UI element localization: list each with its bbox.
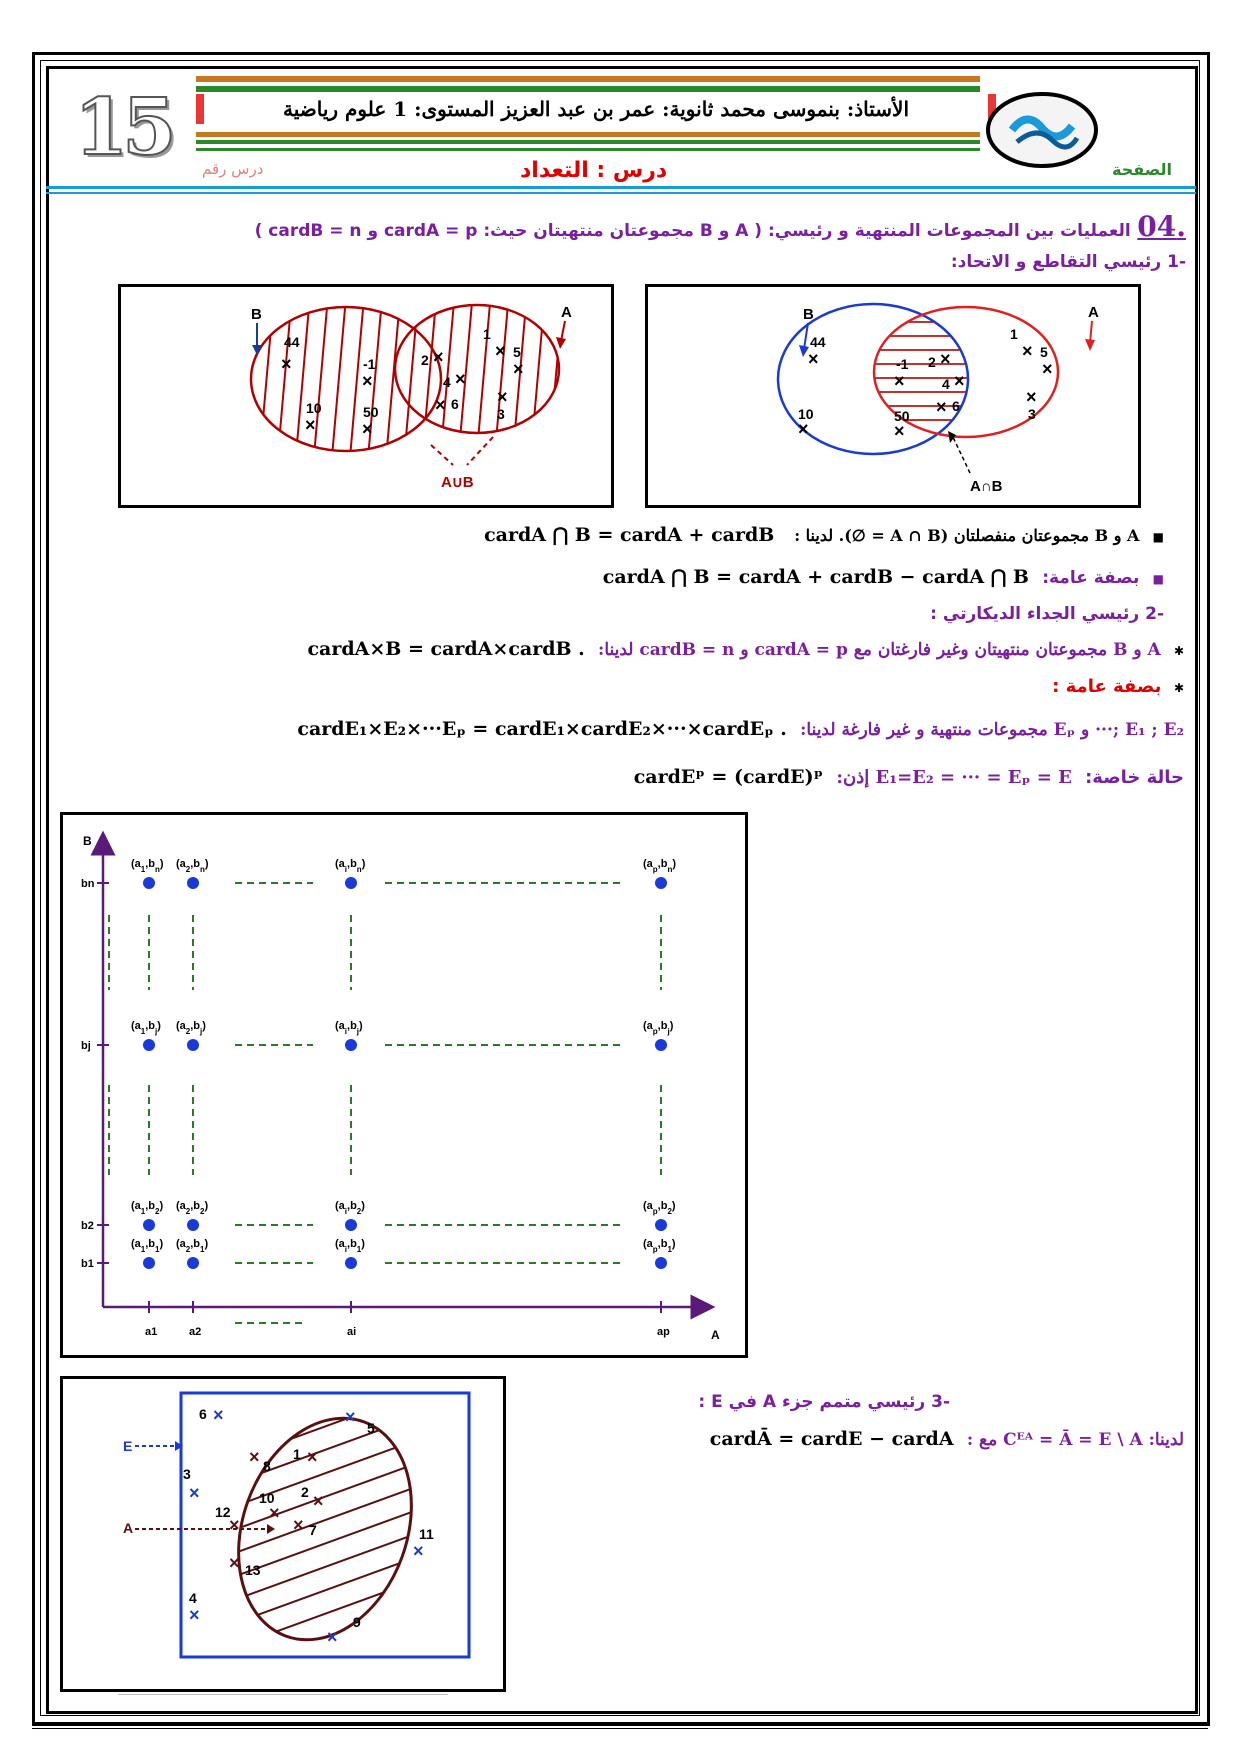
cartesian-grid-diagram: [63, 815, 745, 1355]
sub1-bullet2-formula: cardA ⋂ B = cardA + cardB − cardA ⋂ B: [602, 566, 1029, 588]
complement-box: [60, 1376, 506, 1692]
complement-in-7: 7: [309, 1522, 317, 1538]
complement-label-e: E: [123, 1438, 133, 1454]
sub3-title: -3 رئيسي متمم جزء A في E :: [698, 1392, 950, 1412]
complement-in-2: 2: [301, 1484, 309, 1500]
grid-y-tick-b2: b2: [81, 1220, 94, 1232]
svg-text:×: ×: [1042, 359, 1053, 379]
svg-text:×: ×: [513, 359, 524, 379]
sub2-general: ✱ بصفة عامة :: [1052, 676, 1184, 697]
venn-union-el-2: 2: [421, 352, 429, 368]
grid-x-tick-a1: a1: [145, 1326, 158, 1338]
sub2-line2-formula: cardE₁×E₂×···Eₚ = cardE₁×cardE₂×···×cardEₚ .: [297, 718, 787, 740]
sub3-line: [710, 1428, 1184, 1450]
complement-in-12: 12: [215, 1504, 231, 1520]
venn-int-el-6: 6: [952, 398, 960, 414]
svg-text:(ap,bj): $(a_p,b_j)$: [643, 1020, 674, 1036]
grid-y-axis-label: B: [83, 834, 92, 848]
svg-text:×: ×: [229, 1553, 240, 1573]
sub2-line1-formula: cardA×B = cardA×cardB .: [307, 638, 585, 660]
svg-text:×: ×: [305, 415, 316, 435]
grid-x-tick-ai: ai: [347, 1326, 357, 1338]
svg-text:×: ×: [313, 1491, 324, 1511]
svg-text:(ap,bn): $(a_p,b_n)$: [643, 858, 677, 874]
svg-text:×: ×: [307, 1447, 318, 1467]
complement-baseline: [118, 1694, 448, 1695]
complement-out-5: 5: [367, 1420, 375, 1436]
complement-out-4: 4: [189, 1590, 197, 1606]
sub1-bullet2: ■ بصفة عامة: cardA ⋂ B = cardA + cardB − cardA ⋂ B: [602, 566, 1164, 588]
page-label: الصفحة: [1112, 160, 1173, 179]
grid-x-axis-label: A: [711, 1328, 720, 1342]
lesson-number-label: درس رقم: [202, 160, 264, 178]
svg-text:(a2,b1): $(a_2,b_1)$: [176, 1238, 209, 1254]
svg-text:×: ×: [455, 369, 466, 389]
venn-intersection-box: [645, 284, 1141, 508]
sub1-bullet1-text: A و B مجموعتان منفصلتان (A ∩ B = ∅). لدينا :: [794, 526, 1140, 545]
svg-text:×: ×: [495, 341, 506, 361]
svg-text:(a2,bj): $(a_2,b_j)$: [176, 1020, 206, 1036]
sub3-formula: cardĀ = cardE − cardA: [709, 1428, 954, 1450]
venn-union-el-6: 6: [451, 396, 459, 412]
svg-text:×: ×: [433, 347, 444, 367]
svg-text:×: ×: [189, 1605, 200, 1625]
venn-int-el-1: 1: [1010, 326, 1018, 342]
venn-int-el-50: 50: [894, 408, 910, 424]
svg-text:×: ×: [362, 371, 373, 391]
sub1-bullet2-label: بصفة عامة:: [1042, 568, 1140, 588]
sub2-special-label: حالة خاصة:: [1085, 767, 1184, 788]
svg-text:×: ×: [281, 354, 292, 374]
section-title-row: [255, 210, 1186, 243]
page-number: 15: [74, 82, 171, 173]
venn-int-el-4: 4: [942, 376, 950, 392]
svg-text:×: ×: [413, 1541, 424, 1561]
section-number: .04: [1137, 210, 1186, 243]
svg-text:×: ×: [345, 1407, 356, 1427]
svg-text:(ai,b2): $(a_i,b_2)$: [335, 1200, 365, 1216]
sub1-bullet1-formula: cardA ⋂ B = cardA + cardB: [484, 524, 775, 546]
sub2-special-text: E₁=E₂ = ··· = Eₚ = E إذن:: [836, 767, 1072, 788]
venn-union-el-5: 5: [513, 344, 521, 360]
svg-text:(ai,b1): $(a_i,b_1)$: [335, 1238, 365, 1254]
svg-text:(a1,b2): $(a_1,b_2)$: [131, 1200, 164, 1216]
header-bar-brown-2: [196, 132, 980, 137]
complement-label-a: A: [123, 1520, 134, 1536]
grid-y-tick-bj: bj: [81, 1040, 91, 1052]
svg-text:(ap,b2): $(a_p,b_2)$: [643, 1200, 676, 1216]
svg-text:×: ×: [936, 397, 947, 417]
complement-in-8: 8: [263, 1458, 271, 1474]
header-bar-brown: [196, 76, 980, 82]
complement-in-1: 1: [293, 1446, 301, 1462]
venn-union-el-10: 10: [306, 400, 322, 416]
svg-text:(a2,b2): $(a_2,b_2)$: [176, 1200, 209, 1216]
venn-union-el-m1: -1: [363, 356, 376, 372]
venn-int-el-3: 3: [1028, 406, 1036, 422]
grid-y-tick-bn: bn: [81, 878, 95, 890]
header-rule-blue: [46, 186, 1196, 189]
svg-text:×: ×: [229, 1515, 240, 1535]
svg-text:×: ×: [1026, 387, 1037, 407]
complement-in-13: 13: [245, 1562, 261, 1578]
complement-out-3: 3: [183, 1466, 191, 1482]
cartesian-grid-box: [60, 812, 748, 1358]
sub1-bullet1: ■ A و B مجموعتان منفصلتان (A ∩ B = ∅). لدينا : cardA ⋂ B = cardA + cardB: [484, 524, 1164, 546]
complement-diagram: [63, 1379, 503, 1689]
header-bar-green-2: [196, 140, 980, 144]
grid-x-tick-a2: a2: [189, 1326, 202, 1338]
section-title: العمليات بين المجموعات المنتهية و رئيسي: ( A و B مجموعتان منتهيتان حيث: cardA = p و cardB = n ): [254, 221, 1131, 241]
complement-in-10: 10: [259, 1490, 275, 1506]
svg-text:×: ×: [894, 421, 905, 441]
header-bar-green-3: [196, 148, 980, 151]
sub2-line2-text: E₁ ; E₂ ;··· و Eₚ مجموعات منتهية و غير فارغة لدينا:: [800, 720, 1184, 740]
sub2-special-formula: cardEᵖ = (cardE)ᵖ: [633, 766, 824, 788]
venn-union-label-b: B: [251, 306, 262, 323]
sub2-general-label: بصفة عامة :: [1052, 676, 1162, 697]
svg-text:×: ×: [293, 1515, 304, 1535]
header-bar-green: [196, 86, 980, 92]
header-title-box: [196, 94, 996, 124]
svg-text:(ai,bj): $(a_i,b_j)$: [335, 1020, 363, 1036]
bottom-rule-2: [32, 1728, 1208, 1729]
venn-int-label-b: B: [803, 306, 814, 323]
svg-text:×: ×: [1022, 341, 1033, 361]
venn-union-label-a: A: [561, 304, 572, 321]
sub2-line1-text: A و B مجموعتان منتهيتان وغير فارغتان مع cardA = p و cardB = n لدينا:: [598, 640, 1161, 660]
svg-text:×: ×: [894, 371, 905, 391]
svg-text:(ai,bn): $(a_i,b_n)$: [335, 858, 366, 874]
svg-text:(ap,b1): $(a_p,b_1)$: [643, 1238, 676, 1254]
sub2-line2: [297, 718, 1184, 740]
bottom-rule-1: [32, 1722, 1208, 1725]
page-number-box: [74, 82, 171, 174]
sub2-title: -2 رئيسي الجداء الديكارتي :: [930, 604, 1164, 624]
svg-text:(a2,bn): $(a_2,b_n)$: [176, 858, 209, 874]
sub1-title: -1 رئيسي التقاطع و الاتحاد:: [950, 252, 1186, 272]
venn-intersection-diagram: [648, 287, 1138, 505]
svg-text:×: ×: [435, 395, 446, 415]
svg-text:×: ×: [327, 1627, 338, 1647]
sub3-text: لدينا: Cᴱᴬ = Ā = E \ A مع :: [966, 1430, 1184, 1450]
venn-int-el-m1: -1: [896, 356, 909, 372]
venn-union-caption: A∪B: [441, 474, 474, 491]
svg-text:×: ×: [213, 1405, 224, 1425]
svg-text:×: ×: [954, 371, 965, 391]
logo: [982, 90, 1102, 170]
svg-text:×: ×: [940, 349, 951, 369]
svg-text:(a1,bn): $(a_1,b_n)$: [131, 858, 164, 874]
header-rule-blue-2: [46, 192, 1196, 194]
svg-text:×: ×: [189, 1483, 200, 1503]
venn-int-el-10: 10: [798, 406, 814, 422]
lesson-title: درس : التعداد: [520, 158, 668, 183]
sub2-special: [634, 766, 1184, 788]
venn-int-el-5: 5: [1040, 344, 1048, 360]
svg-text:×: ×: [808, 349, 819, 369]
venn-union-el-50: 50: [363, 404, 379, 420]
venn-union-el-4: 4: [443, 374, 451, 390]
svg-text:(a1,b1): $(a_1,b_1)$: [131, 1238, 164, 1254]
venn-union-el-1: 1: [483, 326, 491, 342]
venn-int-caption: A∩B: [970, 478, 1003, 495]
teacher-line: الأستاذ: بنموسى محمد ثانوية: عمر بن عبد العزيز المستوى: 1 علوم رياضية: [282, 97, 909, 121]
svg-text:×: ×: [798, 419, 809, 439]
svg-text:×: ×: [249, 1447, 260, 1467]
venn-int-el-2: 2: [928, 354, 936, 370]
complement-out-6: 6: [199, 1406, 207, 1422]
complement-out-11: 11: [419, 1526, 434, 1542]
sub2-line1: ✱ A و B مجموعتان منتهيتان وغير فارغتان مع cardA = p و cardB = n لدينا: cardA×B = cardA×cardB .: [307, 638, 1184, 660]
venn-int-el-44: 44: [810, 334, 826, 350]
venn-union-box: [118, 284, 614, 508]
svg-text:×: ×: [362, 419, 373, 439]
complement-out-9: 9: [353, 1614, 361, 1630]
svg-text:×: ×: [497, 387, 508, 407]
svg-text:(a1,bj): $(a_1,b_j)$: [131, 1020, 161, 1036]
venn-union-el-44: 44: [284, 334, 300, 350]
venn-union-diagram: [121, 287, 611, 505]
grid-x-tick-ap: ap: [657, 1326, 670, 1338]
grid-y-tick-b1: b1: [81, 1258, 94, 1270]
svg-text:×: ×: [269, 1503, 280, 1523]
venn-union-el-3: 3: [497, 406, 505, 422]
venn-int-label-a: A: [1088, 304, 1099, 321]
